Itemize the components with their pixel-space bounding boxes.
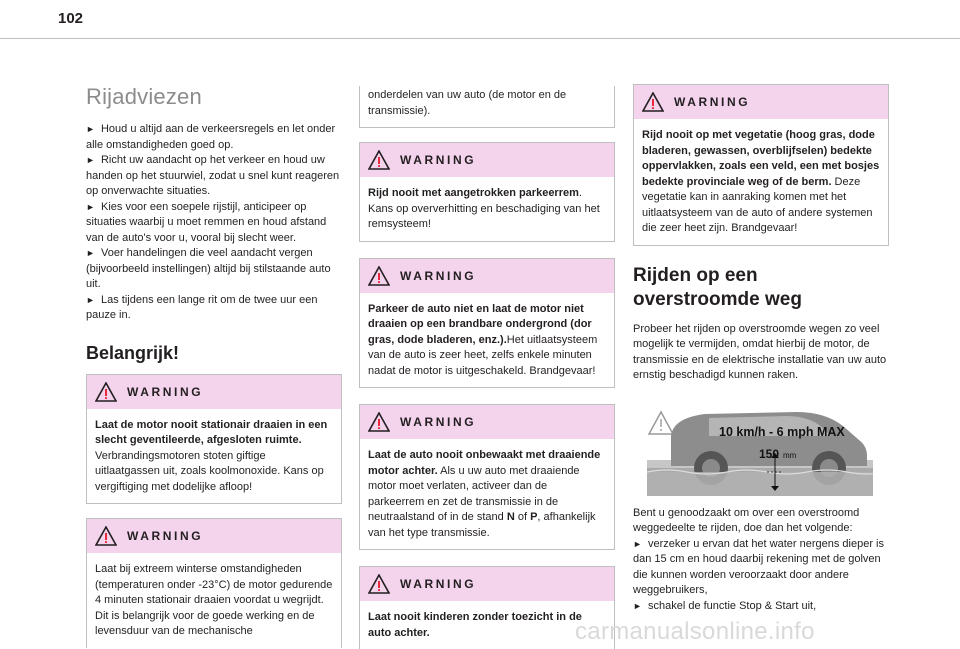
warning-label: WARNING [674,95,751,109]
warning-label: WARNING [400,415,477,429]
warning-body [360,439,614,549]
gear-n-label: N [506,511,515,523]
warning-body [360,177,614,241]
instruction-paragraph: Bent u genoodzaakt om over een overstroomd weggedeelte te rijden, doe dan het volgende: [633,506,860,534]
list-item-text: Richt uw aandacht op het verkeer en houd uw handen op het stuurwiel, zodat u snel kunt reageren op onverwachte situaties. [86,154,340,197]
arrow-bullet-icon: ► [86,155,95,165]
warning-label: WARNING [400,268,477,283]
column-1 [86,68,342,649]
warning-header [360,143,614,177]
arrow-bullet-icon: ► [86,201,95,212]
warning-header [634,85,888,119]
warning-text: Deze vegetatie kan in aanraking komen met het uitlaatsysteem van de auto of andere systemen die zeer heet zijn. Brandgevaar! [642,175,873,234]
warning-text: Laat bij extreem winterse omstandigheden (temperaturen onder -23°C) de motor gedurende 4 minuten stationair draaien voordat u wegrijdt. Dit is belangrijk voor de goede werking en de levensduur van de mechanische [95,563,333,637]
warning-triangle-icon [368,150,390,170]
flood-steps-list [633,537,889,615]
list-item-text: verzeker u ervan dat het water nergens dieper is dan 15 cm en houd daarbij rekening met de golven die kunnen worden veroorzaakt door andere weggebruikers, [633,537,885,596]
arrow-bullet-icon: ► [86,124,95,134]
column-3 [633,84,889,614]
warning-triangle-icon [368,412,390,432]
warning-header [360,259,614,293]
list-item-text: Houd u altijd aan de verkeersregels en let onder alle omstandigheden goed op. [86,123,336,151]
list-item [86,293,342,324]
warning-header [87,519,341,553]
flooded-road-car-icon [647,396,873,496]
list-item-text: Las tijdens een lange rit om de twee uur een pauze in. [86,293,318,321]
warning-header [87,375,341,409]
list-item [86,153,342,200]
intro-paragraph: Probeer het rijden op overstroomde wegen zo veel mogelijk te vermijden, omdat hierbij de motor, de transmissie en de elektrische installatie van uw auto ernstig beschadigd kunnen raken. [633,322,887,381]
list-item [86,246,342,293]
driving-advice-list [86,122,342,324]
warning-box [86,374,342,505]
warning-box [86,518,342,648]
warning-continuation [359,86,615,128]
list-item-text: schakel de functie Stop & Start uit, [647,599,817,612]
warning-bold-text: Laat de motor nooit stationair draaien in een slecht geventileerde, afgesloten ruimte. [95,418,328,446]
watermark: carmanualsonline.info [575,618,815,645]
warning-bold-text: Laat nooit kinderen zonder toezicht in de auto achter. [368,611,582,639]
warning-bold-text: Laat de auto nooit onbewaakt met draaiende motor achter. [368,449,601,477]
warning-bold-text: Rijd nooit met aangetrokken parkeerrem [368,187,579,199]
warning-triangle-icon [368,266,390,286]
warning-box [359,142,615,242]
warning-box [359,258,615,389]
warning-header [360,567,614,601]
arrow-bullet-icon: ► [633,600,642,611]
section-heading: Belangrijk! [86,342,180,363]
warning-box [359,404,615,550]
section-heading: Rijden op een overstroomde weg [633,264,802,310]
warning-text: . Kans op oververhitting en beschadiging van het remsysteem! [368,187,600,230]
column-2 [359,86,615,649]
warning-label: WARNING [127,529,204,543]
speed-limit-label: 10 km/h - 6 mph MAX [719,424,845,439]
list-item-text: Kies voor een soepele rijstijl, anticipeer op situaties waarbij u moet remmen en houd afstand van de auto's voor u, vooral bij slecht weer. [86,200,327,244]
warning-body [360,293,614,388]
list-item [86,200,342,247]
warning-label: WARNING [127,384,204,399]
warning-triangle-icon [642,92,664,112]
warning-label: WARNING [400,153,477,167]
list-item [633,537,889,599]
list-item [86,122,342,153]
warning-text: , afhankelijk van het type transmissie. [368,511,596,539]
warning-text: Verbrandingsmotoren stoten giftige uitlaatgassen uit, zoals koolmonoxide. Kans op vergiftiging met dodelijke afloop! [95,449,324,493]
warning-body [87,409,341,504]
page-number: 102 [58,10,84,27]
list-item-text: Voer handelingen die veel aandacht vergen (bijvoorbeeld instellingen) altijd bij stilstaande auto uit. [86,247,331,290]
warning-body [87,553,341,648]
water-depth-unit: mm [783,450,797,460]
warning-bold-text: Parkeer de auto niet en laat de motor niet draaien op een brandbare ondergrond (dor gras, dode bladeren, enz.). [368,302,592,346]
warning-header [360,405,614,439]
gear-p-label: P [530,511,538,523]
list-item [633,599,889,615]
warning-label: WARNING [400,577,477,591]
warning-body [634,119,888,245]
header-divider [0,38,960,39]
warning-text: Het uitlaatsysteem van de auto is zeer heet, zelfs enkele minuten nadat de motor is uitgeschakeld. Brandgevaar! [368,333,598,377]
warning-bold-text: Rijd nooit op met vegetatie (hoog gras, dode bladeren, gewassen, overblijfselen) bedekte oppervlakken, zoals een veld, een met bosjes bedekte provinciale weg of de berm. [642,129,880,188]
warning-text: Als u uw auto met draaiende motor moet verlaten, activeer dan de parkeerrem en zet de transmissie in de neutraalstand of in de stand [368,464,580,523]
section-title: Rijadviezen [86,84,202,109]
arrow-bullet-icon: ► [86,294,95,305]
arrow-bullet-icon: ► [86,248,95,258]
warning-text: of [514,511,531,523]
warning-triangle-icon [368,574,390,594]
warning-triangle-icon [95,382,117,402]
arrow-bullet-icon: ► [633,538,642,549]
warning-box [633,84,889,246]
water-depth-label: 150 [759,446,780,461]
warning-triangle-icon [95,526,117,546]
warning-text: onderdelen van uw auto (de motor en de transmissie). [368,89,567,117]
